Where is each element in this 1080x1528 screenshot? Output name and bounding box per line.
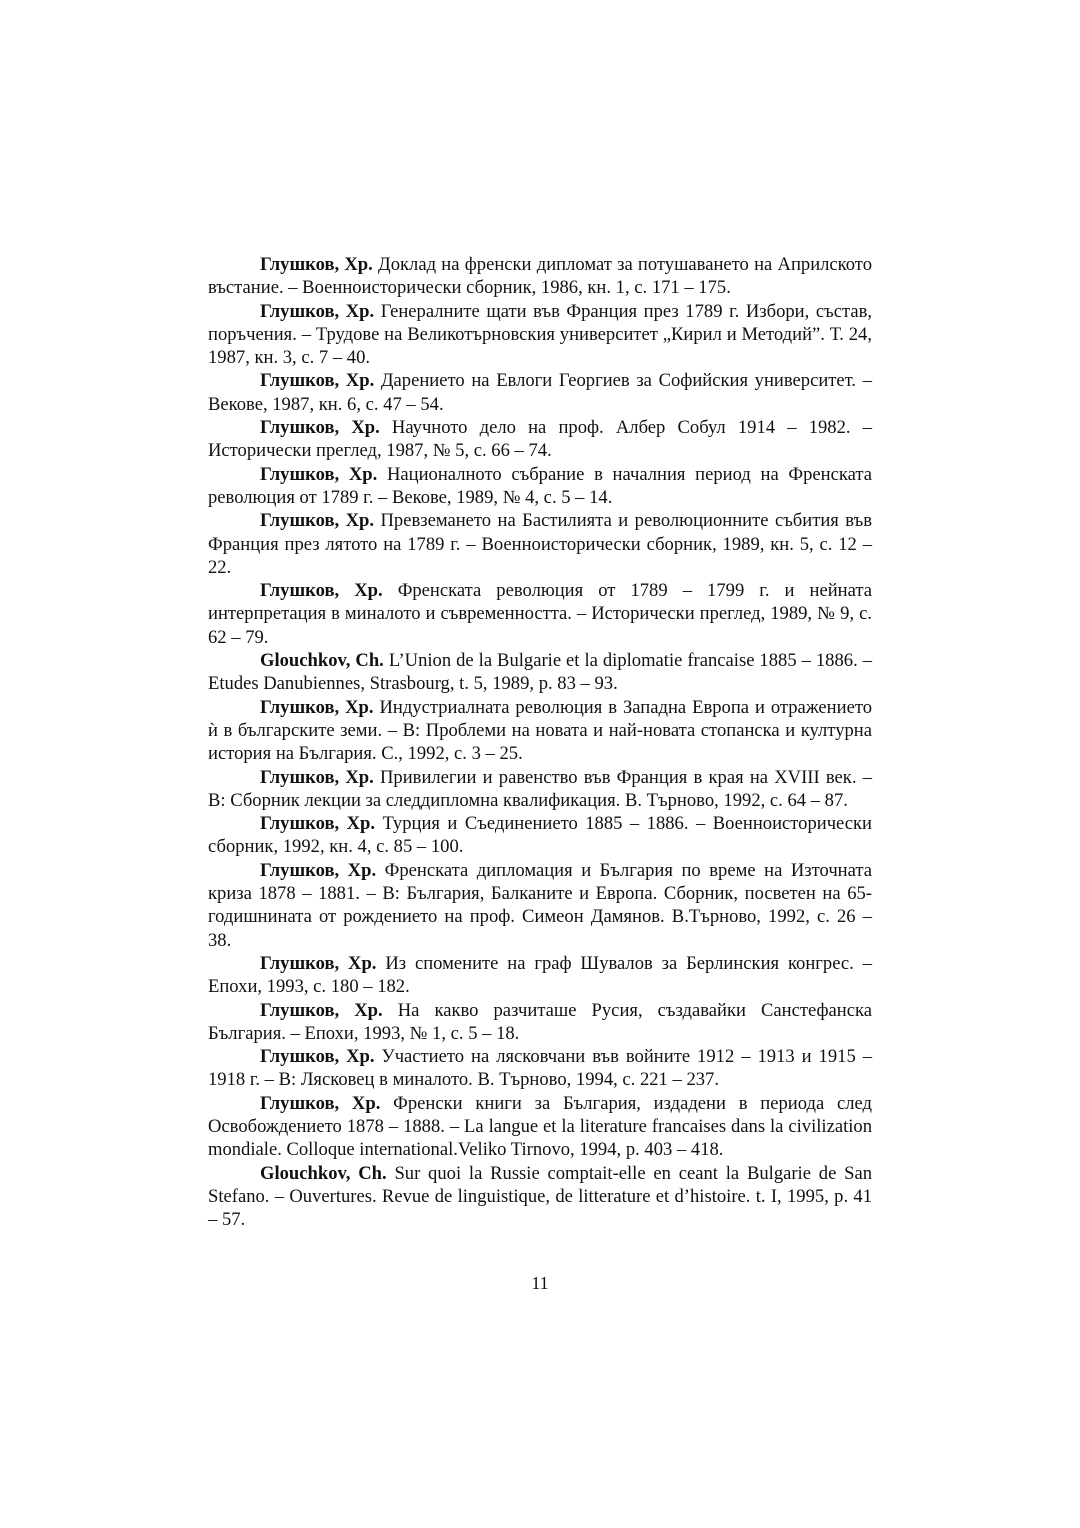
entry-text: L’Union de la Bulgarie et la diplomatie francaise 1885 – 1886. – Etudes Danubiennes, Strasbourg, t. 5, 1989, p. 83 – 93. (208, 650, 872, 695)
entry-author: Глушков, Хр. (260, 510, 375, 532)
bibliography-entry (208, 859, 872, 952)
entry-text: Френски книги за България, издадени в периода след Освобождението 1878 – 1888. – La langue et la literature francaises dans la civilization mondiale. Colloque international.Veliko Tirnovo, 1994, p. 403 – 418. (208, 1092, 872, 1161)
entry-text: Превземането на Бастилията и революционните събития във Франция през лятото на 1789 г. – Военноисторически сборник, 1989, кн. 5, с. 12 – 22. (208, 510, 873, 578)
bibliography-entry (208, 696, 872, 766)
entry-author: Глушков, Хр. (260, 580, 383, 602)
bibliography-entry (208, 1162, 872, 1232)
entry-author: Glouchkov, Ch. (260, 650, 384, 672)
bibliography-entry (208, 1045, 872, 1092)
bibliography-entry (208, 766, 872, 813)
entry-author: Глушков, Хр. (260, 696, 374, 718)
bibliography-entry (208, 999, 872, 1046)
bibliography-entry (208, 253, 872, 300)
entry-author: Глушков, Хр. (260, 300, 375, 322)
entry-author: Глушков, Хр. (260, 999, 383, 1021)
entry-text: Из спомените на граф Шувалов за Берлинския конгрес. – Епохи, 1993, с. 180 – 182. (208, 952, 872, 998)
bibliography-entry (208, 812, 872, 859)
bibliography-entry (208, 369, 872, 416)
entry-author: Глушков, Хр. (260, 952, 377, 974)
entry-text: Привилегии и равенство във Франция в края на XVIII век. – В: Сборник лекции за следдипломна квалификация. В. Търново, 1992, с. 64 – 87. (208, 766, 872, 811)
entry-text: Научното дело на проф. Албер Собул 1914 – 1982. – Исторически преглед, 1987, № 5, с. 66 – 74. (208, 417, 872, 462)
entry-author: Глушков, Хр. (260, 766, 374, 788)
entry-author: Глушков, Хр. (260, 1092, 381, 1114)
entry-text: На какво разчиташе Русия, създавайки Санстефанска България. – Епохи, 1993, № 1, с. 5 – 18. (208, 999, 872, 1044)
entry-author: Глушков, Хр. (260, 463, 378, 485)
entry-author: Глушков, Хр. (260, 417, 380, 439)
bibliography-entry (208, 1092, 872, 1162)
entry-text: Турция и Съединението 1885 – 1886. – Военноисторически сборник, 1992, кн. 4, с. 85 – 100. (208, 813, 873, 858)
entry-text: Участието на лясковчани във войните 1912 – 1913 и 1915 – 1918 г. – В: Лясковец в миналото. В. Търново, 1994, с. 221 – 237. (208, 1046, 873, 1091)
bibliography-entry (208, 649, 872, 696)
entry-author: Глушков, Хр. (260, 1046, 375, 1068)
entry-author: Глушков, Хр. (260, 370, 375, 392)
page-number: 11 (531, 1273, 549, 1293)
bibliography-list (208, 253, 872, 1231)
entry-author: Глушков, Хр. (260, 254, 373, 275)
entry-text: Sur quoi la Russie comptait-elle en ceant la Bulgarie de San Stefano. – Ouvertures. Revue de linguistique, de litterature et d’histoire. t. I, 1995, p. 41 – 57. (208, 1162, 873, 1231)
entry-author: Глушков, Хр. (260, 859, 377, 881)
entry-text: Генералните щати във Франция през 1789 г. Избори, състав, поръчения. – Трудове на Великотърновския университет „Кирил и Методий”. Т. 24, 1987, кн. 3, с. 7 – 40. (208, 300, 872, 369)
entry-text: Националното събрание в началния период на Френската революция от 1789 г. – Векове, 1989, № 4, с. 5 – 14. (208, 463, 872, 508)
bibliography-entry (208, 300, 872, 370)
bibliography-entry (208, 416, 872, 463)
bibliography-entry (208, 509, 872, 579)
entry-text: Доклад на френски дипломат за потушаването на Априлското въстание. – Военноисторически сборник, 1986, кн. 1, с. 171 – 175. (208, 254, 872, 299)
bibliography-entry (208, 463, 872, 510)
entry-author: Glouchkov, Ch. (260, 1162, 387, 1184)
bibliography-entry (208, 952, 872, 999)
entry-author: Глушков, Хр. (260, 813, 376, 835)
entry-text: Индустриалната революция в Западна Европа и отражението ѝ в българските земи. – В: Проблеми на новата и най-новата стопанска и културна история на България. С., 1992, с. 3 – 25. (208, 696, 872, 765)
entry-text: Френската революция от 1789 – 1799 г. и нейната интерпретация в миналото и съвременността. – Исторически преглед, 1989, № 9, с. 62 – 79. (208, 580, 872, 648)
bibliography-entry (208, 579, 872, 649)
entry-text: Френската дипломация и България по време на Източната криза 1878 – 1881. – В: България, Балканите и Европа. Сборник, посветен на 65-годишнината от рождението на проф. Симеон Дамянов. В.Търново, 1992, с. 26 – 38. (208, 859, 872, 951)
entry-text: Дарението на Евлоги Георгиев за Софийския университет. – Векове, 1987, кн. 6, с. 47 – 54. (208, 370, 872, 415)
